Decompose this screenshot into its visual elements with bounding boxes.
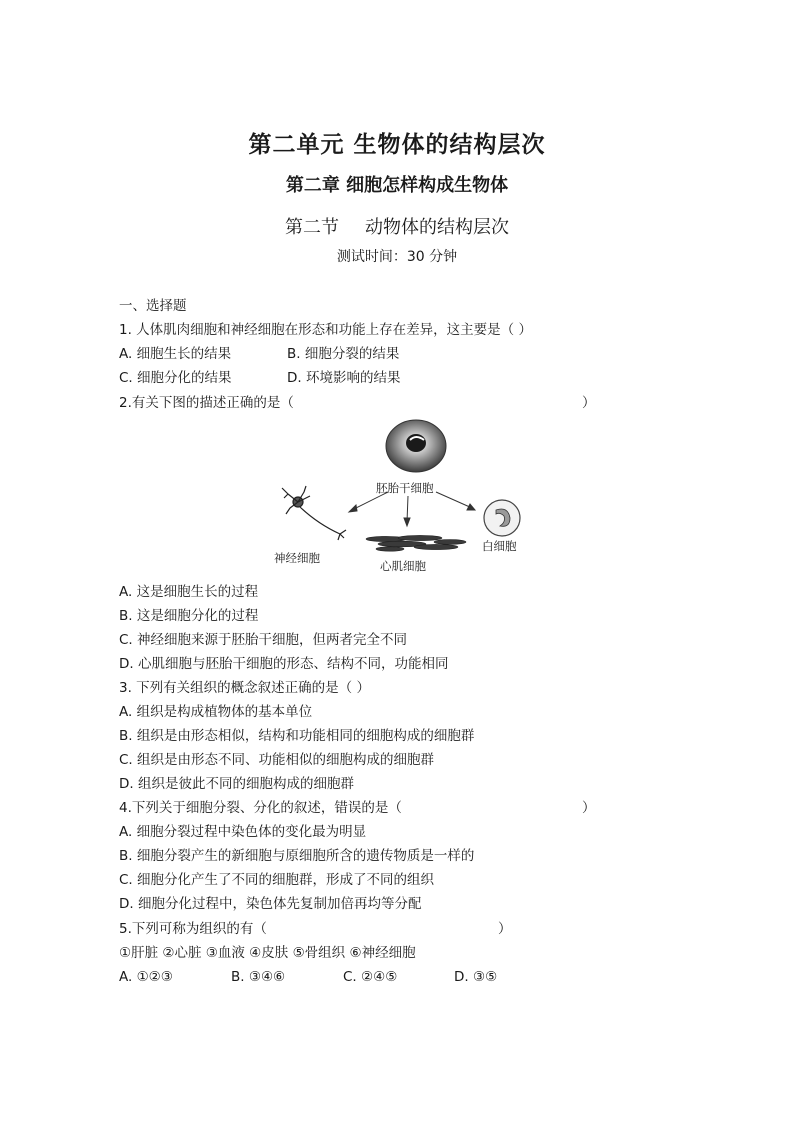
- q4-option-b[interactable]: B. 细胞分裂产生的新细胞与原细胞所含的遗传物质是一样的: [119, 848, 475, 864]
- cell-differentiation-figure: [260, 418, 540, 576]
- q5-items: ①肝脏 ②心脏 ③血液 ④皮肤 ⑤骨组织 ⑥神经细胞: [119, 945, 416, 961]
- q4-stem-close-paren: ）: [582, 800, 596, 816]
- q5-stem-close-paren: ）: [498, 921, 512, 937]
- q1-stem: 1. 人体肌肉细胞和神经细胞在形态和功能上存在差异，这主要是（ ）: [119, 322, 532, 338]
- differentiation-arrows: [349, 492, 475, 526]
- q5-option-d[interactable]: D. ③⑤: [454, 969, 498, 985]
- label-stem-cell: 胚胎干细胞: [376, 481, 434, 495]
- q3-option-c[interactable]: C. 组织是由形态不同、功能相似的细胞构成的细胞群: [119, 752, 435, 768]
- q5-option-c[interactable]: C. ②④⑤: [343, 969, 398, 985]
- q5-option-b[interactable]: B. ③④⑥: [231, 969, 286, 985]
- q4-stem: 4.下列关于细胞分裂、分化的叙述，错误的是（: [119, 800, 402, 816]
- q5-option-a[interactable]: A. ①②③: [119, 969, 173, 985]
- question-section-heading: 一、选择题: [119, 298, 187, 314]
- q2-stem: 2.有关下图的描述正确的是（: [119, 395, 294, 411]
- q3-option-d[interactable]: D. 组织是彼此不同的细胞构成的细胞群: [119, 776, 354, 792]
- stem-cell-image: [386, 420, 446, 472]
- label-cardiac-cell: 心肌细胞: [380, 559, 426, 573]
- q2-stem-close-paren: ）: [582, 395, 596, 411]
- q3-option-a[interactable]: A. 组织是构成植物体的基本单位: [119, 704, 313, 720]
- section-name: 动物体的结构层次: [365, 217, 509, 238]
- unit-title: 第二单元 生物体的结构层次: [248, 132, 546, 158]
- q5-stem: 5.下列可称为组织的有（: [119, 921, 267, 937]
- q1-option-b[interactable]: B. 细胞分裂的结果: [287, 346, 400, 362]
- q3-stem: 3. 下列有关组织的概念叙述正确的是（ ）: [119, 680, 370, 696]
- nerve-cell-image: [282, 486, 346, 540]
- q2-option-a[interactable]: A. 这是细胞生长的过程: [119, 584, 259, 600]
- q4-option-a[interactable]: A. 细胞分裂过程中染色体的变化最为明显: [119, 824, 367, 840]
- q1-option-c[interactable]: C. 细胞分化的结果: [119, 370, 232, 386]
- q1-option-d[interactable]: D. 环境影响的结果: [287, 370, 401, 386]
- cardiac-cell-image: [366, 535, 466, 551]
- label-white-blood-cell: 白细胞: [482, 539, 517, 553]
- white-blood-cell-image: [484, 500, 520, 536]
- section-title: [0, 213, 794, 239]
- chapter-title: 第二章 细胞怎样构成生物体: [285, 175, 509, 196]
- q2-option-c[interactable]: C. 神经细胞来源于胚胎干细胞，但两者完全不同: [119, 632, 408, 648]
- test-time: 测试时间：30 分钟: [336, 249, 458, 265]
- q2-option-d[interactable]: D. 心肌细胞与胚胎干细胞的形态、结构不同，功能相同: [119, 656, 449, 672]
- q2-option-b[interactable]: B. 这是细胞分化的过程: [119, 608, 259, 624]
- q4-option-d[interactable]: D. 细胞分化过程中，染色体先复制加倍再均等分配: [119, 896, 422, 912]
- q1-option-a[interactable]: A. 细胞生长的结果: [119, 346, 232, 362]
- section-number: 第二节: [285, 217, 339, 238]
- q4-option-c[interactable]: C. 细胞分化产生了不同的细胞群，形成了不同的组织: [119, 872, 435, 888]
- q3-option-b[interactable]: B. 组织是由形态相似，结构和功能相同的细胞构成的细胞群: [119, 728, 475, 744]
- label-nerve-cell: 神经细胞: [274, 551, 320, 565]
